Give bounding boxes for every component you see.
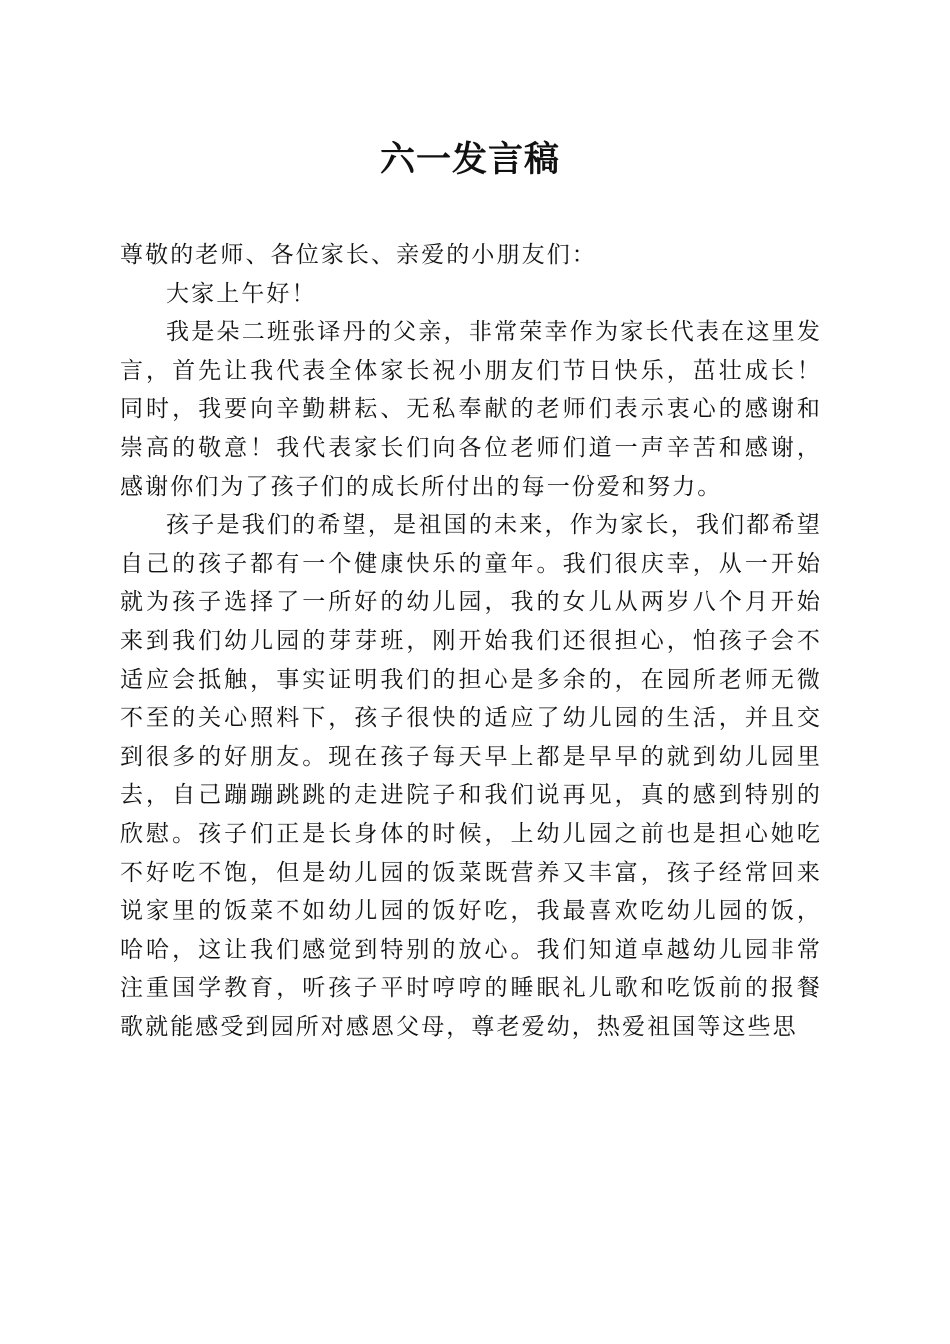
introduction-paragraph: 我是朵二班张译丹的父亲，非常荣幸作为家长代表在这里发言，首先让我代表全体家长祝小朋友们节日快乐，茁壮成长！同时，我要向辛勤耕耘、无私奉献的老师们表示衷心的感谢和崇高的敬意！我代表家长们向各位老师们道一声辛苦和感谢，感谢你们为了孩子们的成长所付出的每一份爱和努力。 (120, 319, 822, 500)
document-title: 六一发言稿 (379, 139, 560, 180)
salutation: 尊敬的老师、各位家长、亲爱的小朋友们： (120, 242, 597, 268)
experience-paragraph: 孩子是我们的希望，是祖国的未来，作为家长，我们都希望自己的孩子都有一个健康快乐的童年。我们很庆幸，从一开始就为孩子选择了一所好的幼儿园，我的女儿从两岁八个月开始来到我们幼儿园的芽芽班，刚开始我们还很担心，怕孩子会不适应会抵触，事实证明我们的担心是多余的，在园所老师无微不至的关心照料下，孩子很快的适应了幼儿园的生活，并且交到很多的好朋友。现在孩子每天早上都是早早的就到幼儿园里去，自己蹦蹦跳跳的走进院子和我们说再见，真的感到特别的欣慰。孩子们正是长身体的时候，上幼儿园之前也是担心她吃不好吃不饱，但是幼儿园的饭菜既营养又丰富，孩子经常回来说家里的饭菜不如幼儿园的饭好吃，我最喜欢吃幼儿园的饭，哈哈，这让我们感觉到特别的放心。我们知道卓越幼儿园非常注重国学教育，听孩子平时哼哼的睡眠礼儿歌和吃饭前的报餐歌就能感受到园所对感恩父母，尊老爱幼，热爱祖国等这些思 (120, 512, 822, 1040)
document-body (120, 236, 822, 1046)
greeting-paragraph: 大家上午好！ (166, 280, 317, 307)
